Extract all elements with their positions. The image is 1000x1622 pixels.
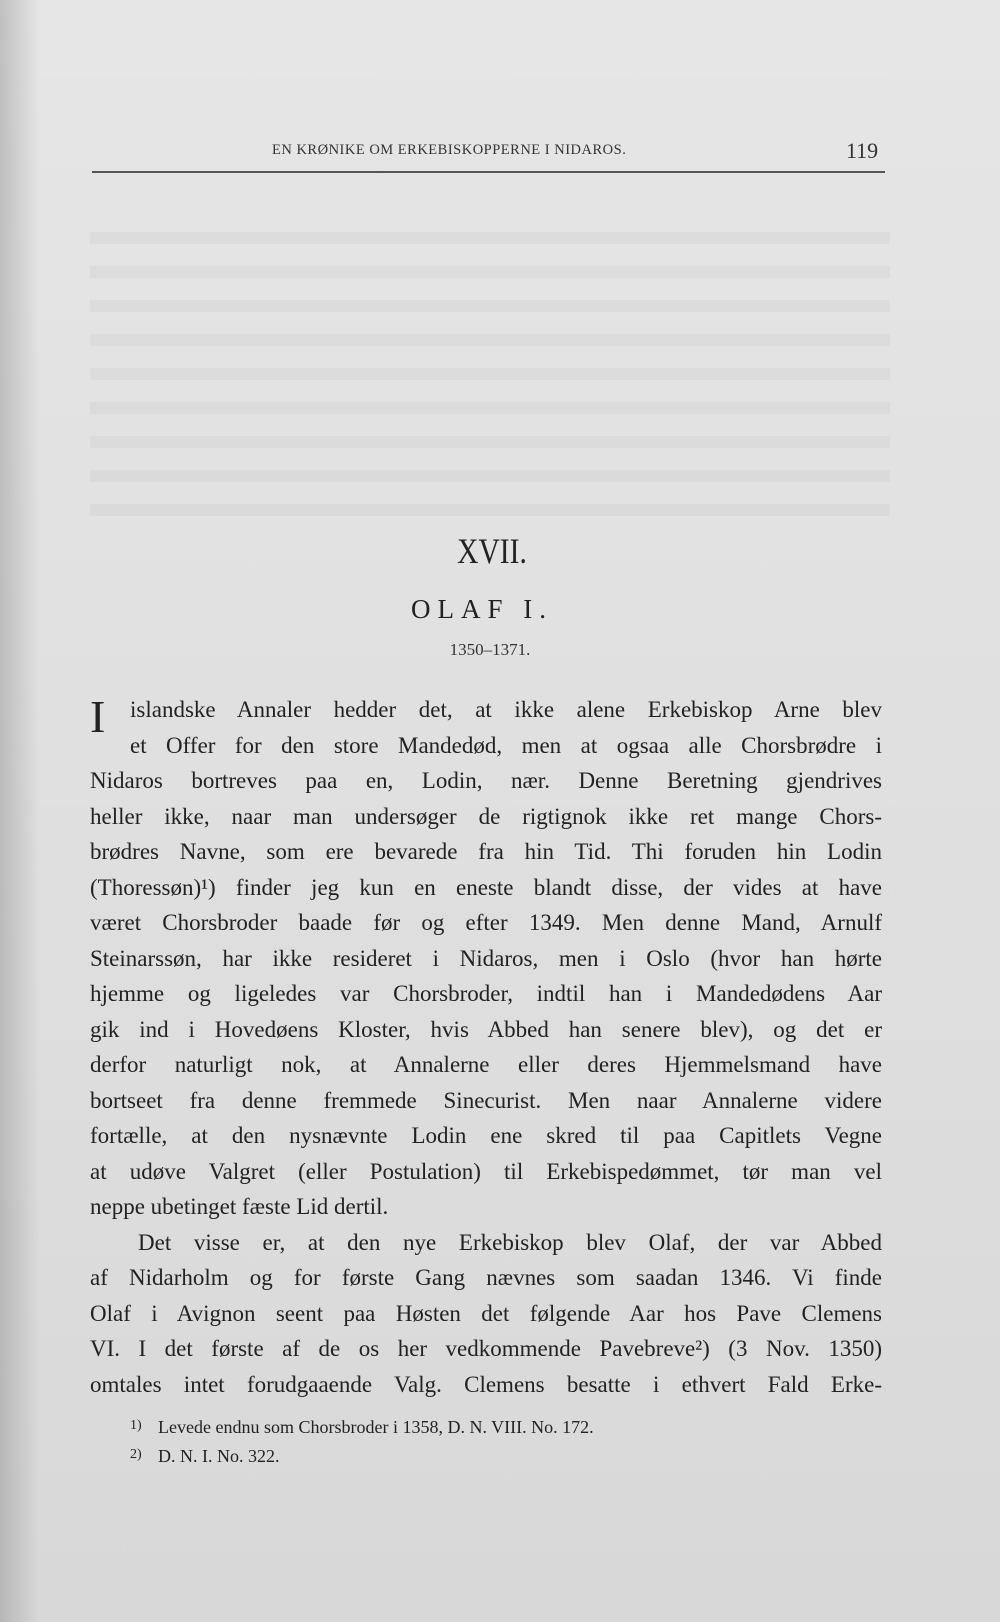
- text-line: bortseet fra denne fremmede Sinecurist. Men naar Annalerne videre: [90, 1087, 882, 1113]
- footnote-text: D. N. I. No. 322.: [158, 1446, 280, 1466]
- text-line: derfor naturligt nok, at Annalerne eller deres Hjemmelsmand have: [90, 1052, 882, 1077]
- chapter-number: XVII.: [457, 531, 527, 571]
- text-line: (Thoressøn)¹) finder jeg kun en eneste blandt disse, der vides at have: [90, 874, 882, 900]
- text-line: Nidaros bortreves paa en, Lodin, nær. Denne Beretning gjendrives: [90, 768, 882, 793]
- text-line: Olaf i Avignon seent paa Høsten det følgende Aar hos Pave Clemens: [90, 1300, 882, 1326]
- text-line: brødres Navne, som ere bevarede fra hin Tid. Thi foruden hin Lodin: [90, 839, 882, 864]
- text-line: heller ikke, naar man undersøger de rigtignok ikke ret mange Chors-: [90, 803, 882, 829]
- text-line: VI. I det første af de os her vedkommende Pavebreve²) (3 Nov. 1350): [90, 1336, 882, 1361]
- chapter-title: OLAF I.: [411, 594, 553, 624]
- footnote-mark: 2): [130, 1447, 142, 1462]
- text-line: fortælle, at den nysnævnte Lodin ene skred til paa Capitlets Vegne: [90, 1123, 882, 1148]
- footnote: [130, 1441, 830, 1470]
- text-line: neppe ubetinget fæste Lid dertil.: [90, 1194, 389, 1219]
- text-line: Steinarssøn, har ikke resideret i Nidaros, men i Oslo (hvor han hørte: [90, 945, 882, 971]
- text-line: omtales intet forudgaaende Valg. Clemens besatte i ethvert Fald Erke-: [90, 1371, 882, 1397]
- page-number: 119: [846, 138, 879, 163]
- text-line: Det visse er, at den nye Erkebiskop blev Olaf, der var Abbed: [138, 1229, 882, 1255]
- text-line: været Chorsbroder baade før og efter 1349. Men denne Mand, Arnulf: [90, 910, 882, 935]
- footnotes: [130, 1412, 830, 1470]
- footnote-text: Levede endnu som Chorsbroder i 1358, D. N. VIII. No. 172.: [158, 1417, 594, 1437]
- footnote: [130, 1412, 830, 1441]
- text-line: islandske Annaler hedder det, at ikke alene Erkebiskop Arne blev: [130, 697, 882, 722]
- show-through-area: [90, 210, 890, 530]
- text-line: hjemme og ligeledes var Chorsbroder, indtil han i Mandedødens Aar: [90, 981, 882, 1006]
- running-title: EN KRØNIKE OM ERKEBISKOPPERNE I NIDAROS.: [272, 142, 627, 158]
- body-text: [90, 692, 882, 1402]
- text-line: gik ind i Hovedøens Kloster, hvis Abbed han senere blev), og det er: [90, 1016, 882, 1042]
- text-line: af Nidarholm og for første Gang nævnes som saadan 1346. Vi finde: [90, 1265, 882, 1290]
- text-line: at udøve Valgret (eller Postulation) til Erkebispedømmet, tør man vel: [90, 1158, 882, 1184]
- header-rule: [92, 171, 885, 173]
- drop-cap: I: [90, 691, 106, 742]
- footnote-mark: 1): [130, 1418, 142, 1433]
- chapter-years: 1350–1371.: [449, 640, 531, 659]
- text-line: et Offer for den store Mandedød, men at ogsaa alle Chorsbrødre i: [130, 732, 882, 758]
